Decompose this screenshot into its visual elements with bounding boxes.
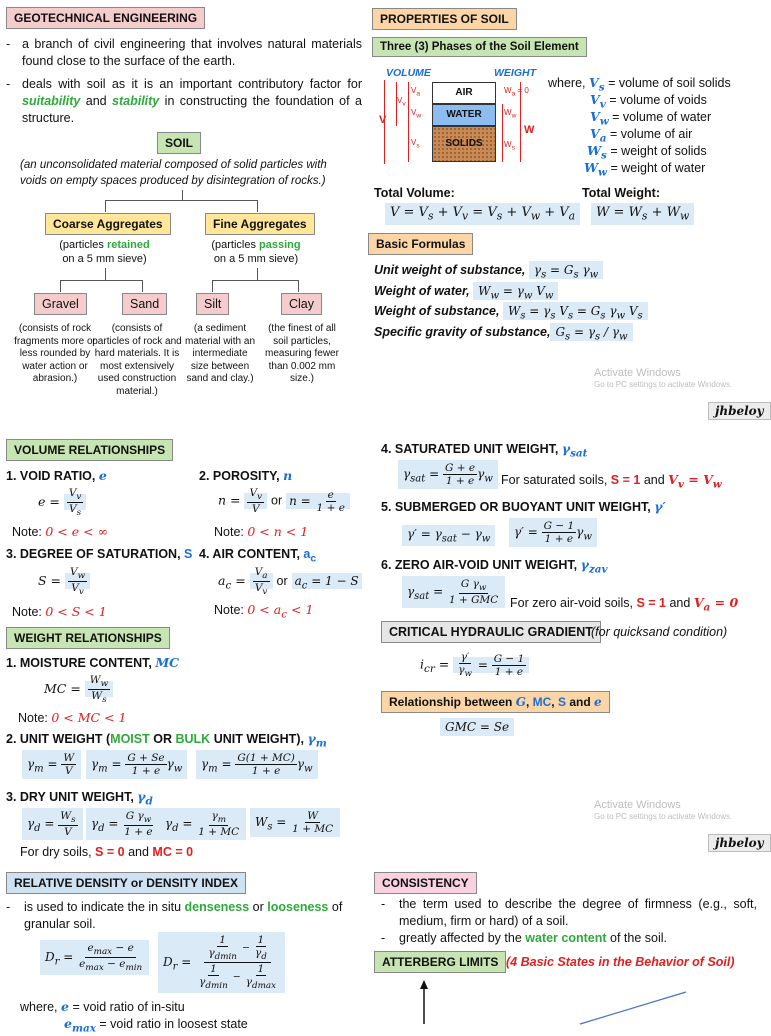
gravel-box: Gravel <box>34 293 87 315</box>
relationship-eq: GMC = Se <box>440 718 514 736</box>
consistency-title: CONSISTENCY <box>374 872 477 894</box>
basic-formulas-title: Basic Formulas <box>368 233 473 255</box>
solids-layer: SOLIDS <box>432 126 496 162</box>
silt-box: Silt <box>196 293 229 315</box>
void-ratio-eq: e = $\frac{V_v}{V_s}$ <box>38 487 86 518</box>
density-where: where, e = void ratio of in-situ <box>20 999 185 1014</box>
props-title: PROPERTIES OF SOIL <box>372 8 517 30</box>
sand-box: Sand <box>122 293 167 315</box>
air-content-title: 4. AIR CONTENT, $a_c$ <box>199 547 317 565</box>
dry-note: For dry soils, S = 0 and MC = 0 <box>20 845 194 859</box>
coarse-aggregates: Coarse Aggregates <box>45 213 171 235</box>
signature-top: jhbeloy <box>708 402 771 420</box>
def-vv: $V_v$ = volume of voids <box>590 92 707 111</box>
coarse-desc: (particles retained on a 5 mm sieve) <box>59 239 150 265</box>
submerged-title: 5. SUBMERGED OR BUOYANT UNIT WEIGHT, γ′ <box>381 499 666 514</box>
submerged-eq-2: γ′ = $\frac{G - 1}{1 + e}$ $\gamma_w$ <box>509 518 597 547</box>
formula-weight-substance: Weight of substance, $W_s = \gamma_s$ $V_s = G_s$ $\gamma_w$ $V_s$ <box>374 303 648 323</box>
porosity-note: Note: 0 < n < 1 <box>214 524 309 539</box>
moisture-title: 1. MOISTURE CONTENT, MC <box>6 655 180 670</box>
arrow-up-icon <box>420 980 428 989</box>
submerged-eq-1: $\gamma' = \gamma_{sat} - \gamma_w$ <box>402 525 495 546</box>
unit-weight-title: 2. UNIT WEIGHT (MOIST OR BULK UNIT WEIGHT), $\gamma_m$ <box>6 731 327 750</box>
watermark-bottom: Activate Windows Go to PC settings to activate Windows. <box>594 799 733 822</box>
zav-title: 6. ZERO AIR-VOID UNIT WEIGHT, $\gamma_{zav}$ <box>381 557 608 576</box>
porosity-title: 2. POROSITY, n <box>199 468 293 483</box>
formula-weight-water: Weight of water, $W_w = \gamma_w$ $V_w$ <box>374 283 558 303</box>
geo-bullet-2: - deals with soil as it is an important contributory factor for suitability and stability in constructing the foundation of a structure. <box>6 77 362 125</box>
consistency-bullet-1: - the term used to describe the degree of firmness (e.g., soft, medium, firm or hard) of a soil. <box>381 897 757 928</box>
zav-note: For zero air-void soils, S = 1 and $V_a = 0$ <box>510 595 739 614</box>
unit-weight-eq-3: $\gamma_m$ = $\frac{G(1 + MC)}{1 + e}$ $\gamma_w$ <box>196 750 318 779</box>
zav-eq: $\gamma_{sat}$ = $\frac{G \gamma_w}{\text{1 + GMC}}$ <box>402 576 505 608</box>
dry-eq-1: $\gamma_d$ = $\frac{W_s}{V}$ <box>22 808 83 840</box>
air-content-note: Note: $0 < a_c < 1$ <box>214 602 314 621</box>
relationship-title: Relationship between G, MC, S and e <box>381 691 610 713</box>
def-ws: $W_s$ = weight of solids <box>587 143 707 162</box>
soil-desc: (an unconsolidated material composed of solid particles with voids on empty spaces produced by disintegration of rocks.) <box>20 159 327 187</box>
air-content-eq: $a_c$ = $\frac{V_a}{V_v}$ or $a_c = 1 - S$ <box>218 566 362 597</box>
signature-bottom: jhbeloy <box>708 834 771 852</box>
density-title: RELATIVE DENSITY or DENSITY INDEX <box>6 872 246 894</box>
saturation-eq: S = $\frac{V_w}{V_v}$ <box>38 566 90 597</box>
critical-title: CRITICAL HYDRAULIC GRADIENT <box>381 621 601 643</box>
air-layer: AIR <box>432 82 496 104</box>
density-eq-2: $D_r$ = $\frac{1}{\gamma_{dmin}}$ − $\frac{1}{\gamma_d}$ $\frac{1}{\gamma_{dmin}}$ − $\frac{1}{\gamma_{dmax}}$ <box>158 932 285 993</box>
def-va: $V_a$ = volume of air <box>590 126 693 145</box>
sand-desc: (consists of particles of rock and hard materials. It is most extensively used construction material.) <box>92 323 182 397</box>
atterberg-title: ATTERBERG LIMITS <box>374 951 506 973</box>
atterberg-graph <box>400 980 700 1024</box>
void-ratio-title: 1. VOID RATIO, e <box>6 468 107 483</box>
phases-title: Three (3) Phases of the Soil Element <box>372 37 587 57</box>
watermark-top: Activate Windows Go to PC settings to activate Windows. <box>594 367 733 390</box>
total-volume-eq: $V = V_s + V_v = V_s + V_w + V_a$ <box>385 203 580 225</box>
def-vw: $V_w$ = volume of water <box>590 109 712 128</box>
dry-eq-3: $\gamma_d$ = $\frac{\gamma_m}{1 + MC}$ <box>160 808 246 840</box>
porosity-eq: n = $\frac{V_v}{V}$ or n = $\frac{e}{1 + e}$ <box>218 487 350 515</box>
vol-title: VOLUME RELATIONSHIPS <box>6 439 173 461</box>
gravel-desc: (consists of rock fragments more or less rounded by water action or abrasion.) <box>14 323 96 384</box>
unit-weight-eq-2: $\gamma_m$ = $\frac{G + Se}{1 + e}$ $\gamma_w$ <box>86 750 187 779</box>
phase-diagram: VOLUME WEIGHT AIR WATER SOLIDS V $V_v$ $V_a$ $V_w$ $V_s$ $W_a = 0$ $W_w$ $W_s$ W <box>378 66 538 176</box>
water-layer: WATER <box>432 104 496 126</box>
total-weight-eq: $W = W_s + W_w$ <box>591 203 694 225</box>
clay-desc: (the finest of all soil particles, measuring fewer than 0.002 mm size.) <box>265 323 339 384</box>
trend-line <box>580 992 686 1024</box>
weight-label: WEIGHT <box>494 67 536 79</box>
formula-specific-gravity: Specific gravity of substance, $G_s = \gamma_s / \gamma_w$ <box>374 324 633 344</box>
total-weight-label: Total Weight: <box>582 186 660 200</box>
def-ww: $W_w$ = weight of water <box>584 160 706 179</box>
critical-note: (for quicksand condition) <box>591 625 728 639</box>
density-eq-1: $D_r$ = $\frac{e_{max} - e}{e_{max} - e_{min}}$ <box>40 940 149 975</box>
sat-unit-note: For saturated soils, S = 1 and $V_v = V_w$ <box>501 472 722 491</box>
soil-title: SOIL <box>157 132 201 154</box>
sat-unit-title: 4. SATURATED UNIT WEIGHT, $\gamma_{sat}$ <box>381 441 588 460</box>
dry-eq-2: $\gamma_d$ = $\frac{G \gamma_w}{1 + e}$ <box>86 808 160 840</box>
wt-title: WEIGHT RELATIONSHIPS <box>6 627 170 649</box>
density-bullet: - is used to indicate the in situ denseness or looseness of granular soil. <box>6 900 343 931</box>
formula-unit-weight: Unit weight of substance, $\gamma_s = G_s$ $\gamma_w$ <box>374 262 603 282</box>
void-ratio-note: Note: 0 < e < ∞ <box>12 524 108 539</box>
consistency-bullet-2: - greatly affected by the water content of the soil. <box>381 931 667 945</box>
fine-aggregates: Fine Aggregates <box>205 213 315 235</box>
defs-where: where, $V_s$ = volume of soil solids <box>548 75 731 94</box>
geo-title: GEOTECHNICAL ENGINEERING <box>6 7 205 29</box>
critical-eq: $i_{cr}$ = $\frac{\gamma'}{\gamma_w}$ = $\frac{G - 1}{1 + e}$ <box>420 651 529 679</box>
unit-weight-eq-1: $\gamma_m$ = $\frac{W}{V}$ <box>22 750 81 779</box>
saturation-note: Note: 0 < S < 1 <box>12 604 107 619</box>
sat-unit-eq: $\gamma_{sat}$ = $\frac{G + e}{1 + e}$ $\gamma_w$ <box>398 460 498 489</box>
saturation-title: 3. DEGREE OF SATURATION, S <box>6 547 193 561</box>
atterberg-note: (4 Basic States in the Behavior of Soil) <box>506 955 735 969</box>
density-where-cut: $e_{max}$ = void ratio in loosest state <box>64 1016 248 1035</box>
dry-unit-title: 3. DRY UNIT WEIGHT, $\gamma_d$ <box>6 789 153 808</box>
silt-desc: (a sediment material with an intermediate size between sand and clay.) <box>184 323 256 384</box>
clay-box: Clay <box>281 293 322 315</box>
moisture-note: Note: 0 < MC < 1 <box>18 710 127 725</box>
fine-desc: (particles passing on a 5 mm sieve) <box>211 239 301 265</box>
dry-eq-4: $W_s$ = $\frac{W}{1 + MC}$ <box>250 808 340 837</box>
total-volume-label: Total Volume: <box>374 186 455 200</box>
moisture-eq: MC = $\frac{W_w}{W_s}$ <box>44 674 113 705</box>
volume-label: VOLUME <box>386 67 431 79</box>
geo-bullet-1: - a branch of civil engineering that involves natural materials found close to the surface of the earth. <box>6 37 362 68</box>
